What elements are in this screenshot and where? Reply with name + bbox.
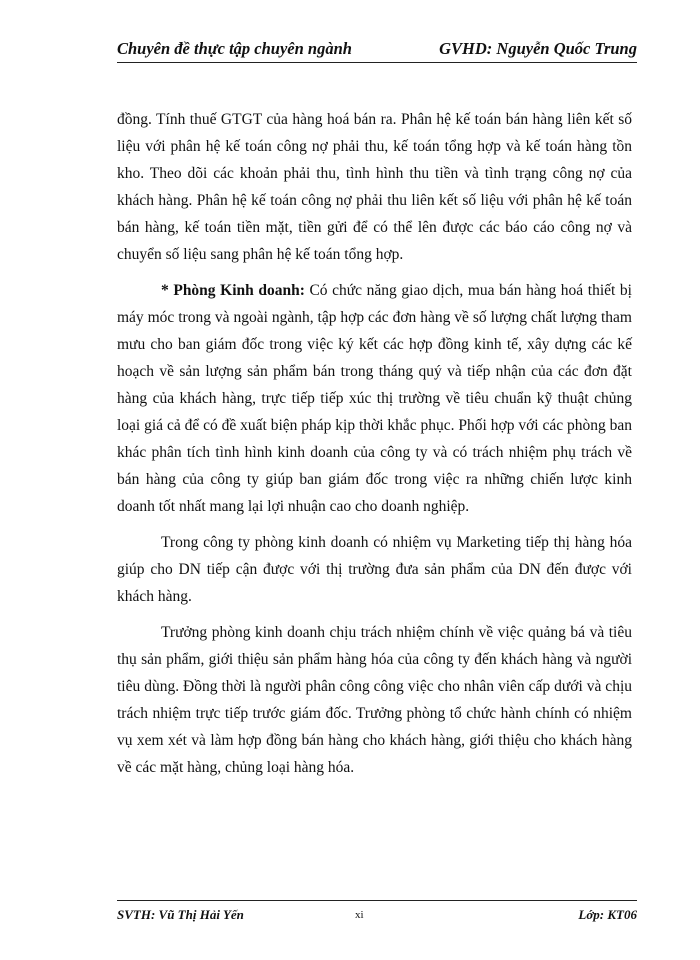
footer-class: Lớp: KT06: [578, 907, 637, 922]
page-footer: [117, 900, 637, 925]
header-title: Chuyên đề thực tập chuyên ngành: [117, 39, 352, 58]
footer-student: SVTH: Vũ Thị Hải Yến: [117, 907, 244, 922]
header-supervisor: GVHD: Nguyễn Quốc Trung: [439, 39, 637, 58]
page-header: [117, 38, 637, 63]
paragraph-2: [117, 277, 632, 520]
paragraph-2-heading: * Phòng Kinh doanh:: [161, 282, 305, 299]
document-body: [117, 106, 632, 781]
paragraph-1: đồng. Tính thuế GTGT của hàng hoá bán ra. Phân hệ kế toán bán hàng liên kết số liệu với phân hệ kế toán công nợ phải thu, kế toán tổng hợp và kế toán hàng tồn kho. Theo dõi các khoản phải thu, tình hình thu tiền và tình trạng công nợ của khách hàng. Phân hệ kế toán công nợ phải thu liên kết số liệu với phân hệ kế toán bán hàng, kế toán tiền mặt, tiền gửi để có thể lên được các báo cáo công nợ và chuyển số liệu sang phân hệ kế toán tổng hợp.: [117, 111, 632, 263]
page-number: xi: [355, 909, 364, 921]
paragraph-2-text: Có chức năng giao dịch, mua bán hàng hoá thiết bị máy móc trong và ngoài ngành, tập hợp các đơn hàng về số lượng chất lượng tham mưu cho ban giám đốc trong việc ký kết các hợp đồng kinh tế, xây dựng các kế hoạch về sản lượng sản phẩm bán trong tháng quý và tiếp nhận của các đơn đặt hàng của khách hàng, trực tiếp tiếp xúc thị trường về tiêu chuẩn kỹ thuật chủng loại giá cả để có đề xuất biện pháp kịp thời khắc phục. Phối hợp với các phòng ban khác phân tích tình hình kinh doanh của công ty và có trách nhiệm phụ trách về bán hàng của công ty giúp ban giám đốc trong việc ra những chiến lược kinh doanh tốt nhất mang lại lợi nhuận cao cho doanh nghiệp.: [117, 282, 632, 515]
paragraph-4: Trưởng phòng kinh doanh chịu trách nhiệm chính về việc quảng bá và tiêu thụ sản phẩm, giới thiệu sản phẩm hàng hóa của công ty đến khách hàng và người tiêu dùng. Đồng thời là người phân công công việc cho nhân viên cấp dưới và chịu trách nhiệm trực tiếp trước giám đốc. Trưởng phòng tổ chức hành chính có nhiệm vụ xem xét và làm hợp đồng bán hàng cho khách hàng, giới thiệu cho khách hàng về các mặt hàng, chủng loại hàng hóa.: [117, 624, 632, 776]
paragraph-3: Trong công ty phòng kinh doanh có nhiệm vụ Marketing tiếp thị hàng hóa giúp cho DN tiếp cận được với thị trường đưa sản phẩm của DN đến được với khách hàng.: [117, 534, 632, 605]
